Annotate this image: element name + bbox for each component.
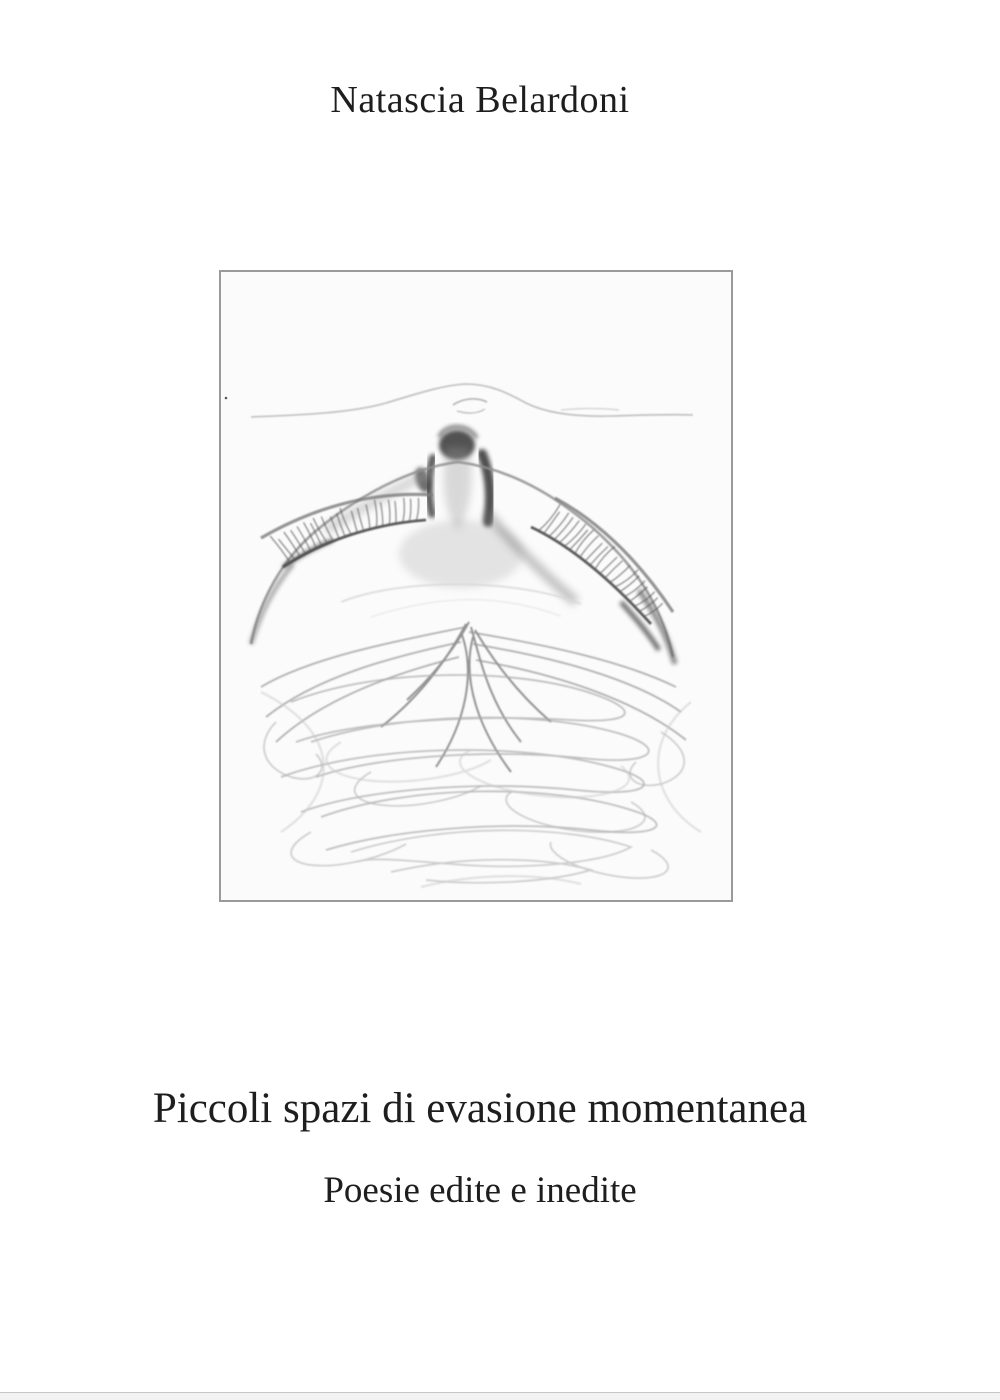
chin-and-lips-line (251, 384, 693, 417)
pencil-drawing (221, 272, 731, 900)
nose-shading (326, 427, 576, 602)
pencil-dot (225, 397, 228, 400)
scan-bottom-edge (0, 1392, 1000, 1400)
artwork-frame (219, 270, 733, 902)
hair-scribbles (261, 622, 701, 887)
book-title: Piccoli spazi di evasione momentanea (152, 1085, 808, 1132)
book-subtitle: Poesie edite e inedite (323, 1170, 637, 1211)
author-name: Natascia Belardoni (330, 79, 630, 121)
right-eye (531, 498, 673, 650)
